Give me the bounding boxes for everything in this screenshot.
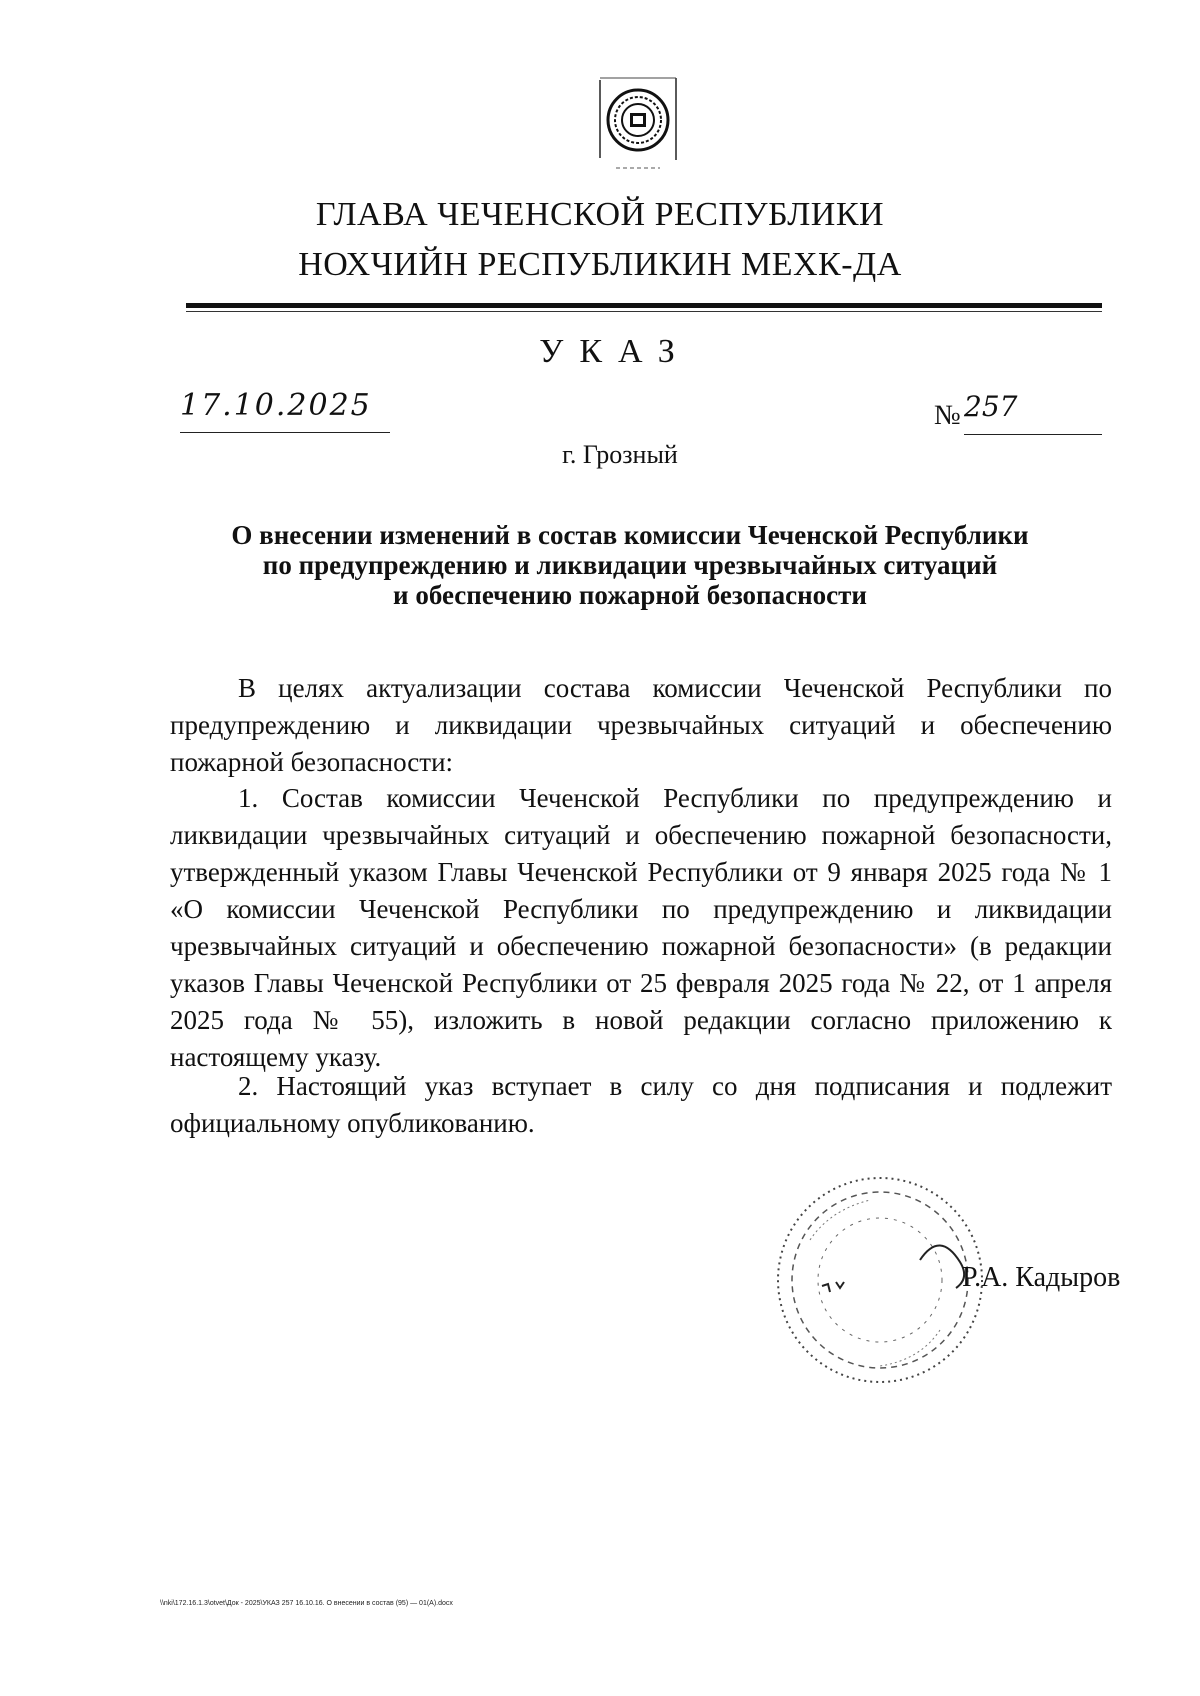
issuer-title-russian: ГЛАВА ЧЕЧЕНСКОЙ РЕСПУБЛИКИ bbox=[315, 196, 885, 233]
clause-1-paragraph: 1. Состав комиссии Чеченской Республики по предупреждению и ликвидации чрезвычайных ситуаций и обеспечению пожарной безопасности, утвержденный указом Главы Чеченской Республики от 9 января 2025 года № 1 «О комиссии Чеченской Республики по предупреждению и ликвидации чрезвычайных ситуаций и обеспечению пожарной безопасности» (в редакции указов Главы Чеченской Республики от 25 февраля 2025 года № 22, от 1 апреля 2025 года № 55), изложить в новой редакции согласно приложению к настоящему указу. bbox=[170, 783, 1112, 1072]
document-number: 257 bbox=[964, 390, 1018, 423]
city-of-issue: г. Грозный bbox=[562, 440, 678, 469]
header-rule-thick bbox=[186, 303, 1102, 308]
signatory-name: Р.А. Кадыров bbox=[962, 1262, 1121, 1293]
date-underline bbox=[180, 432, 390, 433]
file-path-footer: \\nki\172.16.1.3\otvet\Док - 2025\УКАЗ 257 16.10.16. О внесении в состав (95) — 01(А).docx bbox=[160, 1600, 453, 1607]
document-date: 17.10.2025 bbox=[180, 388, 372, 423]
header-rule-thin bbox=[186, 311, 1102, 312]
title-line: О внесении изменений в состав комиссии Чеченской Республики bbox=[231, 520, 1029, 550]
document-title bbox=[200, 520, 1060, 610]
number-label: № bbox=[934, 400, 961, 431]
coat-of-arms-emblem bbox=[596, 76, 680, 176]
title-line: по предупреждению и ликвидации чрезвычайных ситуаций bbox=[262, 550, 998, 580]
preamble-paragraph: В целях актуализации состава комиссии Чеченской Республики по предупреждению и ликвидации чрезвычайных ситуаций и обеспечению пожарной безопасности: bbox=[170, 673, 1112, 777]
document-type: УКАЗ bbox=[539, 333, 691, 370]
clause-2-paragraph: 2. Настоящий указ вступает в силу со дня подписания и подлежит официальному опубликованию. bbox=[170, 1071, 1112, 1138]
number-underline bbox=[964, 434, 1102, 435]
title-line: и обеспечению пожарной безопасности bbox=[393, 580, 867, 610]
issuer-title-chechen: НОХЧИЙН РЕСПУБЛИКИН МЕХК-ДА bbox=[298, 246, 902, 283]
